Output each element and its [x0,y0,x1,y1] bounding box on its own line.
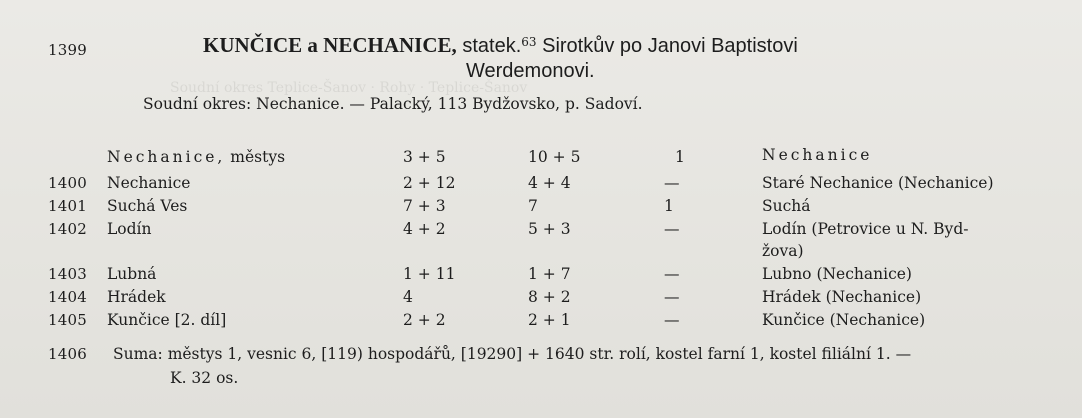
row-col3: — [664,265,680,283]
footnote-ref: 63 [521,35,537,49]
row-col2: 2 + 1 [528,311,571,329]
row-number: 1404 [48,288,87,306]
row-name: Lodín [107,220,152,238]
row-name: Hrádek [107,288,166,306]
row-parish: Lodín (Petrovice u N. Byd- [762,220,969,238]
row-parish: Kunčice (Nechanice) [762,311,926,329]
row-name: Nechanice, městys [107,148,286,166]
town-name: Nechanice, [107,148,226,166]
row-col2: 10 + 5 [528,148,581,166]
row-col2: 1 + 7 [528,265,571,283]
row-number: 1405 [48,311,87,329]
row-parish: Lubno (Nechanice) [762,265,912,283]
row-number: 1400 [48,174,87,192]
row-number: 1401 [48,197,87,215]
entry-title-bold: KUNČICE a NECHANICE, [203,33,457,57]
row-col1: 3 + 5 [403,148,446,166]
row-col1: 2 + 2 [403,311,446,329]
row-col1: 7 + 3 [403,197,446,215]
entry-title-line2: Werdemonovi. [466,60,595,82]
entry-title-type: statek. [456,35,522,57]
row-number: 1402 [48,220,87,238]
bleed-through-text: Soudní okres Teplice-Šanov · Rohy · Teplice-Šanov [170,80,528,96]
summary-number: 1406 [48,345,87,363]
row-col2: 4 + 4 [528,174,571,192]
summary-line2: K. 32 os. [170,369,239,387]
row-name: Lubná [107,265,157,283]
row-parish: Suchá [762,197,811,215]
row-col3: — [664,311,680,329]
row-col3: — [664,288,680,306]
row-col1: 4 + 2 [403,220,446,238]
row-col2: 8 + 2 [528,288,571,306]
row-col3: 1 [675,148,685,166]
row-col3: — [664,220,680,238]
row-number: 1403 [48,265,87,283]
row-parish: Hrádek (Nechanice) [762,288,922,306]
row-col1: 1 + 11 [403,265,456,283]
summary-line1: Suma: městys 1, vesnic 6, [119) hospodářů, [19290] + 1640 str. rolí, kostel farní 1, kostel filiální 1. — [113,345,912,363]
row-col1: 2 + 12 [403,174,456,192]
row-col3: 1 [664,197,674,215]
entry-number: 1399 [48,41,87,59]
row-name: Kunčice [2. díl] [107,311,227,329]
row-name: Nechanice [107,174,191,192]
row-parish: Staré Nechanice (Nechanice) [762,174,994,192]
entry-title-tail: Sirotkův po Janovi Baptistovi [536,35,798,57]
row-col2: 5 + 3 [528,220,571,238]
row-name: Suchá Ves [107,197,188,215]
row-col1: 4 [403,288,413,306]
row-col2: 7 [528,197,538,215]
district-line: Soudní okres: Nechanice. — Palacký, 113 Bydžovsko, p. Sadoví. [143,95,643,113]
entry-title [203,33,798,58]
row-col3: — [664,174,680,192]
row-parish-continuation: žova) [762,242,804,260]
row-parish: Nechanice [762,146,873,164]
